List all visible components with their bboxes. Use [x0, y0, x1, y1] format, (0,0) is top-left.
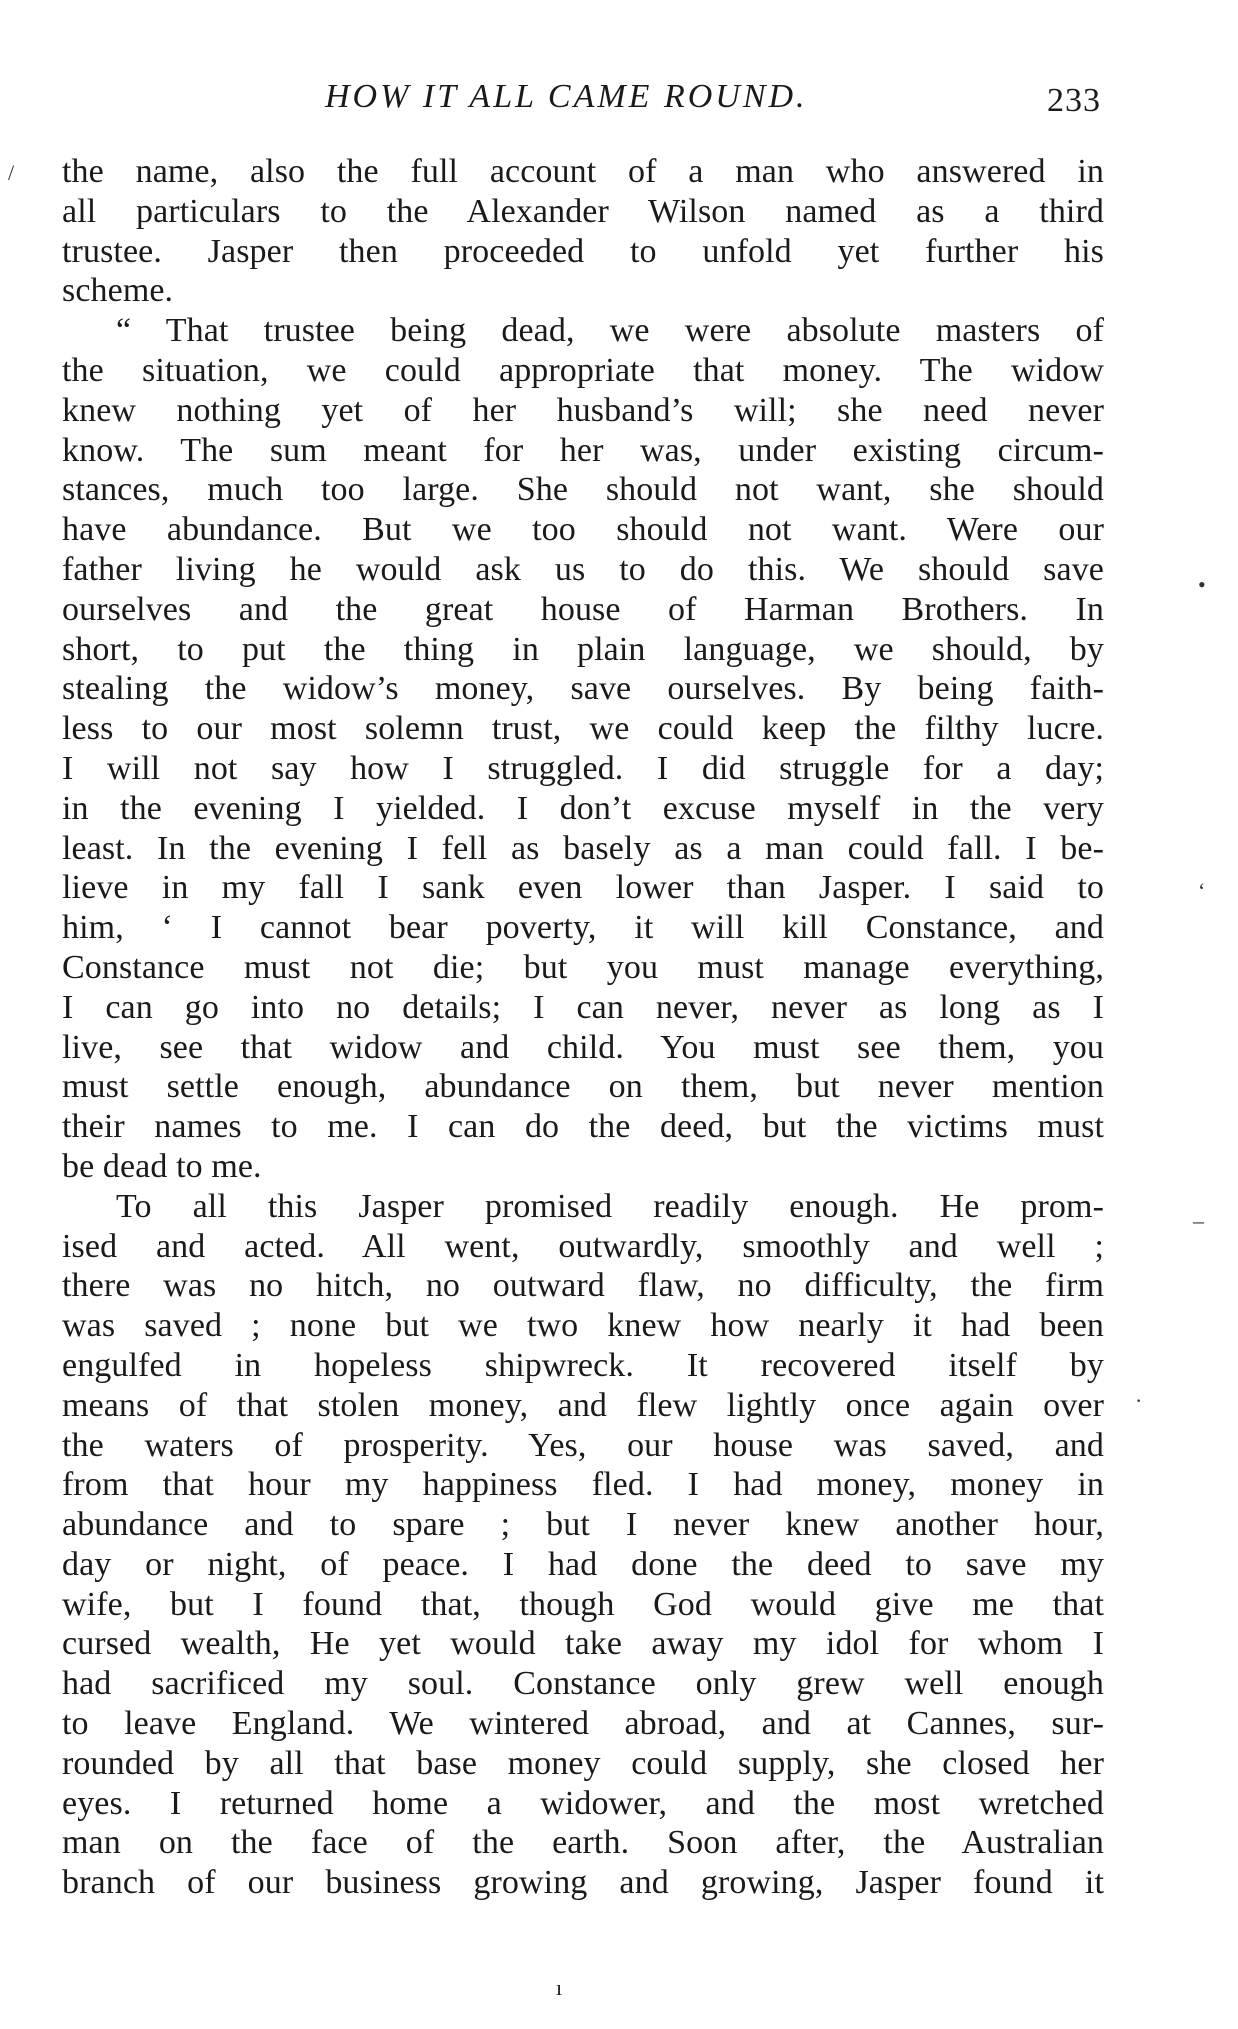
text-line: to leave England. We wintered abroad, and at Cannes, sur- [62, 1705, 1104, 1743]
margin-mark: · [1135, 1388, 1143, 1413]
text-line: had sacrificed my soul. Constance only grew well enough [62, 1665, 1104, 1703]
text-line: To all this Jasper promised readily enough. He prom- [116, 1187, 1104, 1225]
text-line: have abundance. But we too should not want. Were our [62, 511, 1104, 549]
text-line: know. The sum meant for her was, under existing circum- [62, 431, 1104, 469]
text-line: rounded by all that base money could supply, she closed her [62, 1744, 1104, 1782]
text-line: knew nothing yet of her husband’s will; she need never [62, 391, 1104, 429]
text-line: least. In the evening I fell as basely as a man could fall. I be- [62, 829, 1104, 867]
text-line: short, to put the thing in plain language, we should, by [62, 630, 1104, 668]
text-line: in the evening I yielded. I don’t excuse myself in the very [62, 789, 1104, 827]
page-body-text [62, 152, 1104, 1903]
text-line: abundance and to spare ; but I never knew another hour, [62, 1506, 1104, 1544]
running-head-title: HOW IT ALL CAME ROUND. [325, 78, 808, 115]
text-line: cursed wealth, He yet would take away my idol for whom I [62, 1625, 1104, 1663]
text-line: their names to me. I can do the deed, but the victims must [62, 1108, 1104, 1146]
margin-mark: / [8, 160, 15, 185]
text-line: day or night, of peace. I had done the deed to save my [62, 1545, 1104, 1583]
margin-mark: – [1193, 1208, 1204, 1233]
text-line: live, see that widow and child. You must see them, you [62, 1028, 1104, 1066]
text-line: less to our most solemn trust, we could keep the filthy lucre. [62, 710, 1104, 748]
text-line: father living he would ask us to do this. We should save [62, 550, 1104, 588]
text-line: must settle enough, abundance on them, but never mention [62, 1068, 1104, 1106]
text-line: the waters of prosperity. Yes, our house was saved, and [62, 1426, 1104, 1464]
text-line: wife, but I found that, though God would give me that [62, 1585, 1104, 1623]
text-line: him, ‘ I cannot bear poverty, it will kill Constance, and [62, 909, 1104, 947]
text-line: stealing the widow’s money, save ourselves. By being faith- [62, 670, 1104, 708]
text-line: ourselves and the great house of Harman Brothers. In [62, 590, 1104, 628]
text-line: scheme. [62, 272, 174, 310]
text-line: I can go into no details; I can never, never as long as I [62, 988, 1104, 1026]
text-line: means of that stolen money, and flew lightly once again over [62, 1386, 1104, 1424]
text-line: stances, much too large. She should not want, she should [62, 471, 1104, 509]
margin-mark: ‘ [1198, 878, 1206, 903]
text-line: be dead to me. [62, 1147, 262, 1185]
text-line: trustee. Jasper then proceeded to unfold yet further his [62, 232, 1104, 270]
footer-mark: ı [556, 1975, 563, 2000]
text-line: branch of our business growing and growing, Jasper found it [62, 1864, 1104, 1902]
text-line: ised and acted. All went, outwardly, smoothly and well ; [62, 1227, 1104, 1265]
text-line: lieve in my fall I sank even lower than Jasper. I said to [62, 869, 1104, 907]
text-line: Constance must not die; but you must manage everything, [62, 948, 1104, 986]
text-line: was saved ; none but we two knew how nearly it had been [62, 1307, 1104, 1345]
running-head [0, 78, 1238, 128]
text-line: the situation, we could appropriate that money. The widow [62, 351, 1104, 389]
text-line: the name, also the full account of a man who answered in [62, 153, 1104, 190]
text-line: engulfed in hopeless shipwreck. It recovered itself by [62, 1346, 1104, 1384]
page-number: 233 [1047, 82, 1101, 119]
text-line: I will not say how I struggled. I did struggle for a day; [62, 749, 1104, 787]
text-line: from that hour my happiness fled. I had money, money in [62, 1466, 1104, 1504]
text-line: “ That trustee being dead, we were absolute masters of [116, 312, 1104, 350]
text-line: man on the face of the earth. Soon after, the Australian [62, 1824, 1104, 1862]
text-line: there was no hitch, no outward flaw, no difficulty, the firm [62, 1267, 1104, 1305]
margin-mark: • [1198, 572, 1206, 597]
text-line: all particulars to the Alexander Wilson named as a third [62, 192, 1104, 230]
text-line: eyes. I returned home a widower, and the most wretched [62, 1784, 1104, 1822]
